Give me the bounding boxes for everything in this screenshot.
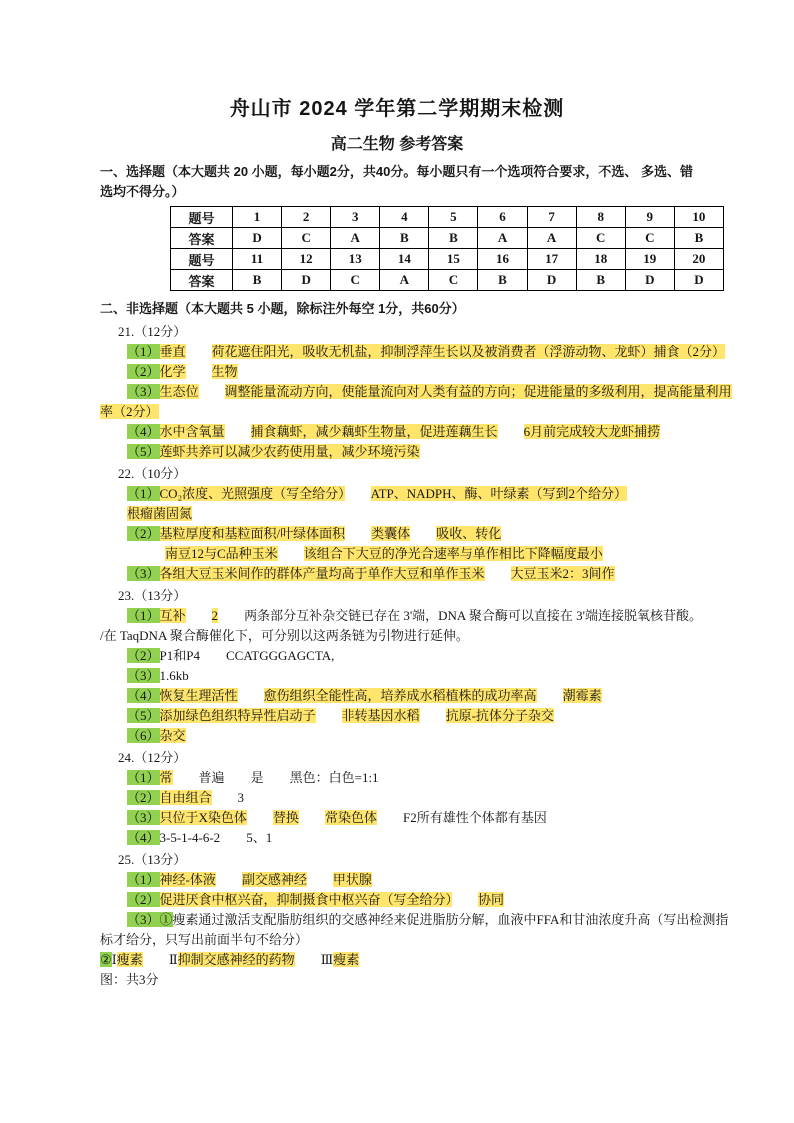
highlighted-answer: ATP、NADPH、酶、叶绿素（写到2个给分） [370, 486, 628, 501]
answer-text [212, 790, 238, 805]
answer-table-cell: C [625, 228, 674, 249]
highlighted-answer: CO₂浓度、光照强度（写全给分） [159, 486, 345, 501]
highlighted-answer: 协同 [478, 892, 505, 907]
answer-line [127, 564, 694, 584]
highlighted-answer: 抗原-抗体分子杂交 [445, 708, 554, 723]
answer-table-cell: 4 [380, 207, 429, 228]
answer-line [127, 504, 694, 524]
answer-table-cell: 11 [233, 249, 282, 270]
highlighted-answer: 愈伤组织全能性高，培养成水稻植株的成功率高 [263, 688, 537, 703]
answer-table-cell: B [429, 228, 478, 249]
answer-text [173, 770, 199, 785]
answer-line [127, 442, 694, 462]
item-number-marker: （3） [127, 668, 160, 683]
answer-table-row [171, 249, 724, 270]
answer-text: F2所有雄性个体都有基因 [402, 810, 547, 825]
highlighted-answer: 调整能量流动方向，使能量流向对人类有益的方向；促进能量的多级利用，提高能量利用 [224, 384, 732, 399]
answer-text: P1和P4 [159, 648, 200, 663]
highlighted-answer: 荷花遮住阳光，吸收无机盐，抑制浮萍生长以及被消费者（浮游动物、龙虾）捕食（2分） [211, 344, 726, 359]
question-number-label: 24.（12分） [118, 750, 187, 765]
answer-line [100, 930, 694, 950]
item-number-marker: （6） [127, 728, 160, 743]
answer-line [100, 626, 694, 646]
highlighted-answer: 瘦素 [333, 952, 360, 967]
answer-text: 1.6kb [159, 668, 189, 683]
answer-line [127, 484, 694, 504]
answer-table-cell: 19 [625, 249, 674, 270]
highlighted-answer: 生态位 [159, 384, 199, 399]
answer-table-cell: A [478, 228, 527, 249]
answer-text: /在 TaqDNA 聚合酶催化下，可分别以这两条链为引物进行延伸。 [100, 628, 469, 643]
item-number-marker: ① [159, 912, 173, 927]
answer-text: Ⅰ [111, 952, 117, 967]
answer-line [127, 726, 694, 746]
highlighted-answer: 添加绿色组织特异性启动子 [159, 708, 316, 723]
item-number-marker: ② [100, 952, 112, 967]
answer-table-cell: D [674, 270, 723, 291]
answer-text [225, 770, 251, 785]
questions-container [100, 322, 732, 990]
highlighted-answer: 恢复生理活性 [159, 688, 238, 703]
highlighted-answer: 副交感神经 [241, 872, 307, 887]
answer-line [100, 402, 694, 422]
answer-text [295, 952, 321, 967]
answer-text: 5、1 [246, 830, 273, 845]
answer-text [200, 648, 226, 663]
item-number-marker: （1） [127, 872, 160, 887]
answer-line [127, 788, 694, 808]
answer-table-cell: A [380, 270, 429, 291]
highlighted-answer: 杂交 [159, 728, 186, 743]
highlighted-answer: 替换 [272, 810, 299, 825]
highlighted-answer: 促进厌食中枢兴奋，抑制摄食中枢兴奋（写全给分） [159, 892, 453, 907]
highlighted-answer: 2 [211, 608, 219, 623]
answer-table-cell: 3 [331, 207, 380, 228]
highlighted-answer: 水中含氧量 [159, 424, 225, 439]
answer-text [377, 810, 403, 825]
answer-text: 普遍 [198, 770, 225, 785]
answer-line [127, 422, 694, 442]
answer-line [127, 606, 702, 626]
highlighted-answer: 只位于X染色体 [159, 810, 247, 825]
answer-text [186, 364, 212, 379]
answer-text [218, 608, 244, 623]
answer-table-cell: B [380, 228, 429, 249]
question-block [100, 850, 729, 990]
question-number-label: 23.（13分） [118, 588, 187, 603]
answer-table-row-header: 答案 [171, 228, 233, 249]
highlighted-answer: 捕食藕虾，减少藕虾生物量，促进莲藕生长 [250, 424, 498, 439]
answer-text: 标才给分，只写出前面半句不给分） [100, 932, 309, 947]
highlighted-answer: 吸收、转化 [436, 526, 502, 541]
answer-table-cell: 8 [576, 207, 625, 228]
highlighted-answer: 抑制交感神经的药物 [177, 952, 295, 967]
answer-text [199, 384, 225, 399]
answer-table-cell: 9 [625, 207, 674, 228]
answer-line [127, 808, 694, 828]
answer-text [316, 708, 342, 723]
section-nonchoice-heading: 二、非选择题（本大题共 5 小题，除标注外每空 1分，共60分） [100, 301, 465, 316]
answer-table-cell: C [576, 228, 625, 249]
answer-line [127, 828, 694, 848]
answer-text: 3-5-1-4-6-2 [159, 830, 221, 845]
highlighted-answer: 神经-体液 [159, 872, 216, 887]
answer-table-cell: D [233, 228, 282, 249]
answer-table-cell: B [576, 270, 625, 291]
answer-table-cell: 1 [233, 207, 282, 228]
document-title: 舟山市 2024 学年第二学期期末检测 [229, 98, 565, 120]
answer-line [127, 870, 694, 890]
answer-line [127, 382, 732, 402]
item-number-marker: （2） [127, 790, 160, 805]
question-block [100, 464, 694, 584]
answer-text [238, 688, 264, 703]
highlighted-answer: 非转基因水稻 [341, 708, 420, 723]
question-block [100, 748, 694, 848]
answer-table [170, 206, 724, 291]
item-number-marker: （3） [127, 810, 160, 825]
answer-table-row-header: 题号 [171, 249, 233, 270]
answer-table-cell: 10 [674, 207, 723, 228]
highlighted-answer: 基粒厚度和基粒面积/叶绿体面积 [159, 526, 346, 541]
question-number-label: 21.（12分） [118, 324, 187, 339]
answer-table-cell: 12 [282, 249, 331, 270]
item-number-marker: （4） [127, 424, 160, 439]
answer-line [100, 970, 694, 990]
answer-table-cell: C [331, 270, 380, 291]
highlighted-answer: 南豆12与C品种玉米 [165, 546, 278, 561]
highlighted-answer: 常染色体 [324, 810, 377, 825]
answer-table-cell: 7 [527, 207, 576, 228]
answer-table-cell: B [478, 270, 527, 291]
answer-table-cell: 2 [282, 207, 331, 228]
item-number-marker: （4） [127, 688, 160, 703]
highlighted-answer: 生物 [211, 364, 238, 379]
answer-text: Ⅲ [320, 952, 334, 967]
answer-text [264, 770, 290, 785]
answer-table-row [171, 270, 724, 291]
answer-line [127, 706, 694, 726]
answer-text [307, 872, 333, 887]
question-block [100, 322, 732, 462]
highlighted-answer: 根瘤菌固氮 [127, 506, 193, 521]
answer-text [420, 708, 446, 723]
answer-text: 瘦素通过激活支配脂肪组织的交感神经来促进脂肪分解，血液中FFA和甘油浓度升高（写出检测指 [172, 912, 729, 927]
highlighted-answer: 化学 [159, 364, 186, 379]
answer-line [100, 950, 694, 970]
answer-line [127, 890, 694, 910]
question-number-label: 25.（13分） [118, 852, 187, 867]
answer-line [127, 768, 694, 788]
answer-table-row-header: 答案 [171, 270, 233, 291]
question-number-label: 22.（10分） [118, 466, 187, 481]
item-number-marker: （3） [127, 384, 160, 399]
item-number-marker: （2） [127, 364, 160, 379]
item-number-marker: （1） [127, 770, 160, 785]
answer-table-row-header: 题号 [171, 207, 233, 228]
answer-line [127, 362, 694, 382]
answer-text [278, 546, 304, 561]
answer-text [410, 526, 436, 541]
answer-text [186, 344, 212, 359]
answer-text [143, 952, 169, 967]
highlighted-answer: 该组合下大豆的净光合速率与单作相比下降幅度最小 [303, 546, 603, 561]
answer-table-cell: B [233, 270, 282, 291]
document-subtitle: 高二生物 参考答案 [330, 136, 464, 153]
answer-text [498, 424, 524, 439]
answer-line [127, 666, 694, 686]
answer-table-cell: B [674, 228, 723, 249]
answer-table-cell: 15 [429, 249, 478, 270]
answer-table-body [171, 207, 724, 291]
answer-line [127, 646, 694, 666]
answer-text [247, 810, 273, 825]
item-number-marker: （2） [127, 892, 160, 907]
answer-table-cell: 16 [478, 249, 527, 270]
answer-text: 两条部分互补杂交链已存在 3'端，DNA 聚合酶可以直接在 3'端连接脱氧核苷酸。 [244, 608, 702, 623]
answer-table-cell: A [527, 228, 576, 249]
question-block [100, 586, 702, 746]
item-number-marker: （5） [127, 708, 160, 723]
answer-text [299, 810, 325, 825]
answer-table-cell: A [331, 228, 380, 249]
section-choice-heading: 一、选择题（本大题共 20 小题，每小题2分，共40分。每小题只有一个选项符合要求，不选、 多选、错选均不得分。） [100, 164, 693, 199]
answer-table-cell: C [282, 228, 331, 249]
answer-text: 图：共3分 [100, 972, 159, 987]
answer-text: CCATGGGAGCTA, [226, 648, 335, 663]
item-number-marker: （5） [127, 444, 160, 459]
highlighted-answer: 6月前完成较大龙虾捕捞 [523, 424, 661, 439]
item-number-marker: （2） [127, 526, 160, 541]
highlighted-answer: 甲状腺 [332, 872, 372, 887]
answer-text: Ⅱ [168, 952, 178, 967]
answer-text [186, 608, 212, 623]
highlighted-answer: 瘦素 [116, 952, 143, 967]
answer-text [220, 830, 246, 845]
answer-text: 是 [250, 770, 264, 785]
answer-text [225, 424, 251, 439]
answer-table-row [171, 228, 724, 249]
answer-table-row [171, 207, 724, 228]
answer-line [165, 544, 694, 564]
answer-line [127, 686, 694, 706]
answer-text [537, 688, 563, 703]
highlighted-answer: 率（2分） [100, 404, 159, 419]
highlighted-answer: 垂直 [159, 344, 186, 359]
highlighted-answer: 自由组合 [159, 790, 212, 805]
highlighted-answer: 潮霉素 [562, 688, 602, 703]
answer-text [485, 566, 511, 581]
item-number-marker: （3） [127, 566, 160, 581]
answer-text [452, 892, 478, 907]
item-number-marker: （1） [127, 344, 160, 359]
highlighted-answer: 大豆玉米2：3间作 [510, 566, 615, 581]
answer-table-cell: 18 [576, 249, 625, 270]
answer-line [127, 524, 694, 544]
answer-table-cell: 5 [429, 207, 478, 228]
answer-table-cell: D [282, 270, 331, 291]
answer-table-cell: D [625, 270, 674, 291]
highlighted-answer: 类囊体 [371, 526, 411, 541]
item-number-marker: （2） [127, 648, 160, 663]
item-number-marker: （1） [127, 486, 160, 501]
highlighted-answer: 常 [159, 770, 173, 785]
answer-table-cell: C [429, 270, 478, 291]
answer-text [216, 872, 242, 887]
answer-text [345, 486, 371, 501]
answer-table-cell: 13 [331, 249, 380, 270]
answer-table-cell: 17 [527, 249, 576, 270]
answer-table-cell: 20 [674, 249, 723, 270]
highlighted-answer: 互补 [159, 608, 186, 623]
answer-line [127, 910, 729, 930]
answer-text: 3 [237, 790, 245, 805]
highlighted-answer: 各组大豆玉米间作的群体产量均高于单作大豆和单作玉米 [159, 566, 485, 581]
item-number-marker: （1） [127, 608, 160, 623]
answer-table-cell: 6 [478, 207, 527, 228]
answer-text: 黑色：白色=1:1 [289, 770, 379, 785]
item-number-marker: （3） [127, 912, 160, 927]
item-number-marker: （4） [127, 830, 160, 845]
answer-table-cell: D [527, 270, 576, 291]
answer-line [127, 342, 726, 362]
highlighted-answer: 莲虾共养可以减少农药使用量，减少环境污染 [159, 444, 420, 459]
answer-table-cell: 14 [380, 249, 429, 270]
answer-text [345, 526, 371, 541]
